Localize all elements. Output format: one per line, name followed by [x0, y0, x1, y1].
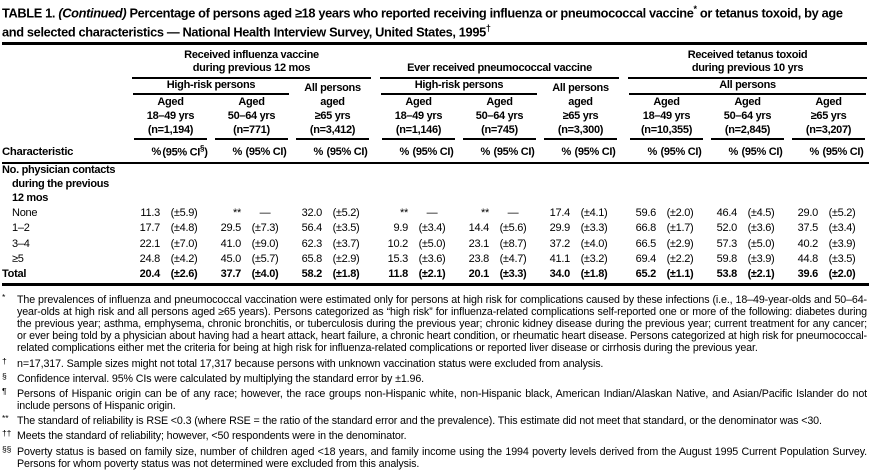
pneumococcal-group-header	[378, 49, 621, 79]
ci-label: (95% CI)	[741, 146, 783, 159]
ci-value: (±2.2)	[666, 252, 694, 265]
ci-value: —	[426, 206, 438, 219]
data-cell	[378, 267, 459, 284]
ci-value: (±4.1)	[580, 206, 608, 219]
percent-value: **	[480, 206, 489, 219]
data-cell	[626, 221, 707, 236]
sample-size-header: (n=3,300)	[540, 124, 621, 140]
sample-size-header: (n=1,194)	[130, 124, 211, 140]
data-cell	[459, 206, 540, 221]
data-cell	[378, 221, 459, 236]
age-range-header: ≥65 yrs	[314, 110, 351, 123]
row-label: None	[12, 206, 38, 219]
sample-size-header: (n=1,146)	[378, 124, 459, 140]
ci-value: (±4.2)	[170, 252, 198, 265]
ci-value: (±2.1)	[747, 268, 775, 281]
all-persons-subheader: All persons	[626, 79, 869, 95]
percent-value: 17.7	[139, 222, 160, 235]
ci-value: (±3.6)	[747, 222, 775, 235]
percent-value: 11.3	[140, 206, 160, 219]
sample-size-header: (n=3,207)	[788, 124, 869, 140]
footnote-text: The prevalences of influenza and pneumococcal vaccination were estimated only for persons at high risk for complications caused by these infections (i.e., 18–49-year-olds and 50–64-year-olds at high risk and all persons aged ≥65 years). Persons categorized as “high risk” for influenza-related complications self-reported one or more of the following: diabetes during the previous year; asthma, emphysema, chronic bronchitis, or tuberculosis during the previous year; chronic kidney disease during the previous year; current treatment for any cancer; or ever being told by a physician about having had a heart attack, heart failure, a chronic heart condition, or rheumatic heart disease. Persons categorized at high risk for pneumococcal-related complications either met the criteria for being at high risk for influenza-related complications or reported liver disease or cirrhosis during the previous year.	[17, 293, 867, 355]
data-cell	[788, 237, 869, 252]
ci-label: (95% CI)	[245, 146, 287, 159]
ci-value: (±3.9)	[828, 237, 856, 250]
footnote	[2, 427, 867, 442]
data-cell	[540, 267, 621, 284]
data-cell	[211, 267, 292, 284]
sample-size-header: (n=2,845)	[707, 124, 788, 140]
age-range-header: 18–49 yrs	[146, 110, 195, 123]
data-cell	[211, 206, 292, 221]
pct-label: %	[232, 146, 242, 159]
sample-size-header: (n=10,355)	[626, 124, 707, 140]
footnote-marker: ††	[2, 428, 12, 439]
ci-value: (±3.9)	[747, 252, 775, 265]
data-cell	[788, 221, 869, 236]
ci-value: (±7.0)	[170, 237, 198, 250]
ci-value: —	[507, 206, 519, 219]
ci-value: (±1.8)	[580, 268, 608, 281]
data-cell	[707, 237, 788, 252]
title-text-2: or tetanus toxoid, by age and selected characteristics — National Health Interview Survey, United States, 1995	[2, 5, 843, 40]
percent-value: 34.0	[549, 268, 570, 281]
percent-value: 59.8	[716, 252, 737, 265]
data-cell	[130, 237, 211, 252]
footnote	[2, 412, 867, 427]
ci-value: (±3.5)	[828, 252, 856, 265]
group-title-line2: during previous 12 mos	[192, 61, 311, 74]
footnote-ref-star: *	[693, 4, 697, 14]
sample-size-header: (n=745)	[459, 124, 540, 140]
ci-value: (±4.0)	[251, 268, 279, 281]
data-cell	[292, 206, 373, 221]
table-row	[2, 237, 869, 252]
percent-value: 20.1	[468, 268, 489, 281]
ci-label: (95% CI)	[574, 146, 616, 159]
ci-value: (±2.9)	[666, 237, 694, 250]
group-title-line1: Received influenza vaccine	[184, 48, 319, 61]
pct-label: %	[313, 146, 323, 159]
percent-value: 65.8	[301, 252, 322, 265]
section-line: 12 mos	[12, 191, 49, 204]
data-cell	[788, 206, 869, 221]
row-label: ≥5	[12, 252, 24, 265]
ci-label-text: (95% CI	[162, 146, 201, 159]
data-cell	[130, 221, 211, 236]
table-row	[2, 221, 869, 236]
footnote-ref-section: §	[200, 143, 205, 153]
footnote-text: The standard of reliability is RSE <0.3 (where RSE = the ratio of the standard error and the prevalence). This estimate did not meet that standard, or the denominator was <30.	[17, 415, 822, 428]
ci-value: (±2.0)	[828, 268, 856, 281]
percent-value: 11.8	[388, 268, 408, 281]
ci-value: (±5.6)	[499, 222, 527, 235]
table-title	[2, 2, 867, 40]
footnote-marker: *	[2, 291, 6, 302]
ci-value: (±3.6)	[418, 252, 446, 265]
data-cell	[707, 267, 788, 284]
data-cell	[540, 252, 621, 267]
section-line: No. physician contacts	[2, 164, 116, 177]
footnote-text: Persons of Hispanic origin can be of any race; however, the race groups non-Hispanic white, non-Hispanic black, American Indian/Alaskan Native, and Asian/Pacific Islander do not include persons of Hispanic origin.	[17, 387, 867, 413]
footnote	[2, 443, 867, 470]
age-range-header: 50–64 yrs	[475, 110, 524, 123]
sample-size-header: (n=771)	[211, 124, 292, 140]
title-rule	[2, 42, 867, 45]
percent-value: 15.3	[387, 252, 408, 265]
percent-value: 40.2	[797, 237, 818, 250]
ci-value: (±5.2)	[828, 206, 856, 219]
pct-label: %	[728, 146, 738, 159]
pct-ci-header	[130, 140, 211, 164]
ci-value: (±3.4)	[828, 222, 856, 235]
percent-value: 37.2	[549, 237, 570, 250]
percent-value: 53.8	[716, 268, 737, 281]
footnote	[2, 355, 867, 370]
data-cell	[292, 252, 373, 267]
percent-value: 62.3	[301, 237, 322, 250]
data-cell	[130, 252, 211, 267]
sample-size-header: (n=3,412)	[292, 124, 373, 140]
data-cell	[292, 237, 373, 252]
ci-value: (±1.1)	[666, 268, 694, 281]
ci-value: (±3.3)	[499, 268, 527, 281]
ci-value: (±4.5)	[747, 206, 775, 219]
sample-size-row	[2, 124, 869, 140]
group-title-row	[2, 49, 869, 79]
data-cell	[378, 252, 459, 267]
ci-value: —	[259, 206, 271, 219]
percent-value: 69.4	[635, 252, 656, 265]
percent-value: 46.4	[716, 206, 737, 219]
footnote-text: Poverty status is based on family size, number of children aged <18 years, and family income using the 1994 poverty levels derived from the August 1995 Current Population Survey. Persons for whom poverty status was not determined were excluded from this analysis.	[17, 445, 867, 470]
pct-ci-header	[788, 140, 869, 164]
total-row	[2, 267, 869, 284]
data-cell	[130, 206, 211, 221]
percent-value: 14.4	[468, 222, 489, 235]
data-cell	[626, 237, 707, 252]
high-risk-subheader: High-risk persons	[378, 79, 540, 95]
pct-ci-header	[707, 140, 788, 164]
percent-value: 41.1	[549, 252, 570, 265]
percent-value: 59.6	[635, 206, 656, 219]
pct-ci-header	[378, 140, 459, 164]
pct-ci-row	[2, 140, 869, 164]
percent-value: 57.3	[716, 237, 737, 250]
ci-value: (±3.2)	[580, 252, 608, 265]
ci-label: (95% CI)	[412, 146, 454, 159]
ci-value: (±3.7)	[332, 237, 360, 250]
age-col-header: Aged	[815, 95, 842, 108]
footnote-text: Confidence interval. 95% CIs were calculated by multiplying the standard error by ±1.96.	[17, 372, 424, 385]
table-header	[2, 49, 869, 164]
age-range-header: 18–49 yrs	[394, 110, 443, 123]
tetanus-group-header	[626, 49, 869, 79]
percent-value: 66.5	[635, 237, 656, 250]
percent-value: 66.8	[635, 222, 656, 235]
footnote-marker: §	[2, 370, 7, 381]
ci-value: (±3.4)	[418, 222, 446, 235]
ci-value: (±1.8)	[332, 268, 360, 281]
percent-value: 29.9	[549, 222, 570, 235]
percent-value: 44.8	[797, 252, 818, 265]
pct-ci-header	[540, 140, 621, 164]
age-range-header: 50–64 yrs	[227, 110, 276, 123]
age-range-header: 50–64 yrs	[723, 110, 772, 123]
table-body	[2, 163, 869, 284]
pct-ci-header	[459, 140, 540, 164]
group-title-line1: Received tetanus toxoid	[687, 48, 808, 61]
data-cell	[459, 237, 540, 252]
footnote	[2, 385, 867, 412]
data-cell	[540, 237, 621, 252]
data-cell	[130, 267, 211, 284]
section-line: during the previous	[12, 178, 109, 191]
title-text: Percentage of persons aged ≥18 years who reported receiving influenza or pneumococcal vaccine	[129, 5, 694, 21]
ci-value: (±4.8)	[170, 222, 198, 235]
ci-label: (95% CI)	[493, 146, 535, 159]
ci-value: (±1.7)	[666, 222, 694, 235]
table-number: TABLE 1.	[2, 5, 59, 21]
ci-value: (±3.3)	[580, 222, 608, 235]
all-persons-subheader: All persons	[304, 81, 361, 94]
ci-value: (±2.1)	[418, 268, 446, 281]
ci-label-text: )	[204, 146, 208, 159]
data-cell	[626, 267, 707, 284]
ci-value: (±9.0)	[251, 237, 279, 250]
footnote-ref-dagger: †	[485, 22, 491, 33]
data-cell	[378, 206, 459, 221]
ci-value: (±8.7)	[499, 237, 527, 250]
ci-label: (95% CI)	[822, 146, 864, 159]
age-col-header: aged	[320, 95, 345, 108]
data-cell	[292, 267, 373, 284]
subgroup-row	[2, 79, 869, 95]
ci-label: (95% CI)	[326, 146, 368, 159]
ci-value: (±5.0)	[747, 237, 775, 250]
pct-label: %	[151, 146, 161, 159]
age-range-header: ≥65 yrs	[810, 110, 847, 123]
age-col-header: Aged	[734, 95, 761, 108]
data-cell	[540, 206, 621, 221]
ci-value: (±5.2)	[332, 206, 360, 219]
continued-label: (Continued)	[58, 5, 130, 21]
data-cell	[292, 221, 373, 236]
pct-label: %	[561, 146, 571, 159]
percent-value: 37.5	[797, 222, 818, 235]
pct-ci-header	[211, 140, 292, 164]
percent-value: 37.7	[220, 268, 241, 281]
footnote-marker: ¶	[2, 385, 7, 396]
footnote	[2, 370, 867, 385]
age-col-header: aged	[568, 95, 593, 108]
footnotes	[2, 291, 867, 470]
percent-value: 52.0	[716, 222, 737, 235]
data-cell	[459, 221, 540, 236]
footnote-text: Meets the standard of reliability; however, <50 respondents were in the denominator.	[17, 430, 407, 443]
table-row	[2, 206, 869, 221]
characteristic-header: Characteristic	[2, 49, 130, 164]
percent-value: 20.4	[139, 268, 160, 281]
percent-value: 29.0	[797, 206, 818, 219]
ci-label: (95% CI)	[660, 146, 702, 159]
pct-label: %	[480, 146, 490, 159]
table-row	[2, 252, 869, 267]
data-cell	[707, 206, 788, 221]
row-label: Total	[2, 267, 130, 284]
high-risk-subheader: High-risk persons	[130, 79, 292, 95]
footnote-marker: †	[2, 355, 7, 366]
ci-value: (±4.0)	[580, 237, 608, 250]
section-label	[2, 163, 869, 205]
ci-value: (±5.7)	[251, 252, 279, 265]
percent-value: 39.6	[797, 268, 818, 281]
data-cell	[626, 206, 707, 221]
pct-label: %	[809, 146, 819, 159]
percent-value: 32.0	[301, 206, 322, 219]
ci-value: (±4.7)	[499, 252, 527, 265]
row-label: 1–2	[12, 222, 30, 235]
percent-value: 23.8	[468, 252, 489, 265]
age-range-header: 18–49 yrs	[642, 110, 691, 123]
influenza-group-header	[130, 49, 373, 79]
percent-value: 23.1	[468, 237, 489, 250]
ci-value: (±2.6)	[170, 268, 198, 281]
ci-value: (±2.0)	[666, 206, 694, 219]
percent-value: 10.2	[387, 237, 408, 250]
percent-value: 58.2	[301, 268, 322, 281]
data-cell	[788, 267, 869, 284]
percent-value: 29.5	[220, 222, 241, 235]
section-label-row	[2, 163, 869, 205]
ci-value: (±2.9)	[332, 252, 360, 265]
percent-value: 41.0	[220, 237, 241, 250]
percent-value: 24.8	[139, 252, 160, 265]
data-cell	[540, 221, 621, 236]
data-cell	[707, 252, 788, 267]
percent-value: **	[399, 206, 408, 219]
vaccination-table	[2, 49, 869, 286]
data-cell	[211, 221, 292, 236]
data-cell	[626, 252, 707, 267]
ci-value: (±7.3)	[251, 222, 279, 235]
age-range-row	[2, 109, 869, 124]
percent-value: **	[232, 206, 241, 219]
percent-value: 45.0	[220, 252, 241, 265]
aged-row	[2, 95, 869, 110]
pct-label: %	[647, 146, 657, 159]
data-cell	[459, 267, 540, 284]
data-cell	[459, 252, 540, 267]
age-range-header: ≥65 yrs	[562, 110, 599, 123]
all-persons-subheader: All persons	[552, 81, 609, 94]
percent-value: 9.9	[393, 222, 408, 235]
group-title-line2: Ever received pneumococcal vaccine	[407, 61, 592, 74]
percent-value: 17.4	[549, 206, 570, 219]
percent-value: 56.4	[301, 222, 322, 235]
footnote-marker: §§	[2, 443, 12, 454]
ci-label	[161, 142, 209, 160]
data-cell	[788, 252, 869, 267]
row-label: 3–4	[12, 237, 30, 250]
footnote	[2, 291, 867, 355]
ci-value: (±5.9)	[170, 206, 198, 219]
age-col-header: Aged	[157, 95, 184, 108]
ci-value: (±5.0)	[418, 237, 446, 250]
ci-value: (±3.5)	[332, 222, 360, 235]
age-col-header: Aged	[238, 95, 265, 108]
pct-ci-header	[626, 140, 707, 164]
footnote-text: n=17,317. Sample sizes might not total 17,317 because persons with unknown vaccination status were excluded from analysis.	[17, 357, 604, 370]
group-title-line2: during previous 10 yrs	[691, 61, 804, 74]
age-col-header: Aged	[405, 95, 432, 108]
age-col-header: Aged	[486, 95, 513, 108]
pct-label: %	[399, 146, 409, 159]
footnote-marker: **	[2, 413, 9, 424]
data-cell	[211, 252, 292, 267]
pct-ci-header	[292, 140, 373, 164]
age-col-header: Aged	[653, 95, 680, 108]
percent-value: 22.1	[139, 237, 160, 250]
data-cell	[707, 221, 788, 236]
data-cell	[211, 237, 292, 252]
percent-value: 65.2	[635, 268, 656, 281]
data-cell	[378, 237, 459, 252]
